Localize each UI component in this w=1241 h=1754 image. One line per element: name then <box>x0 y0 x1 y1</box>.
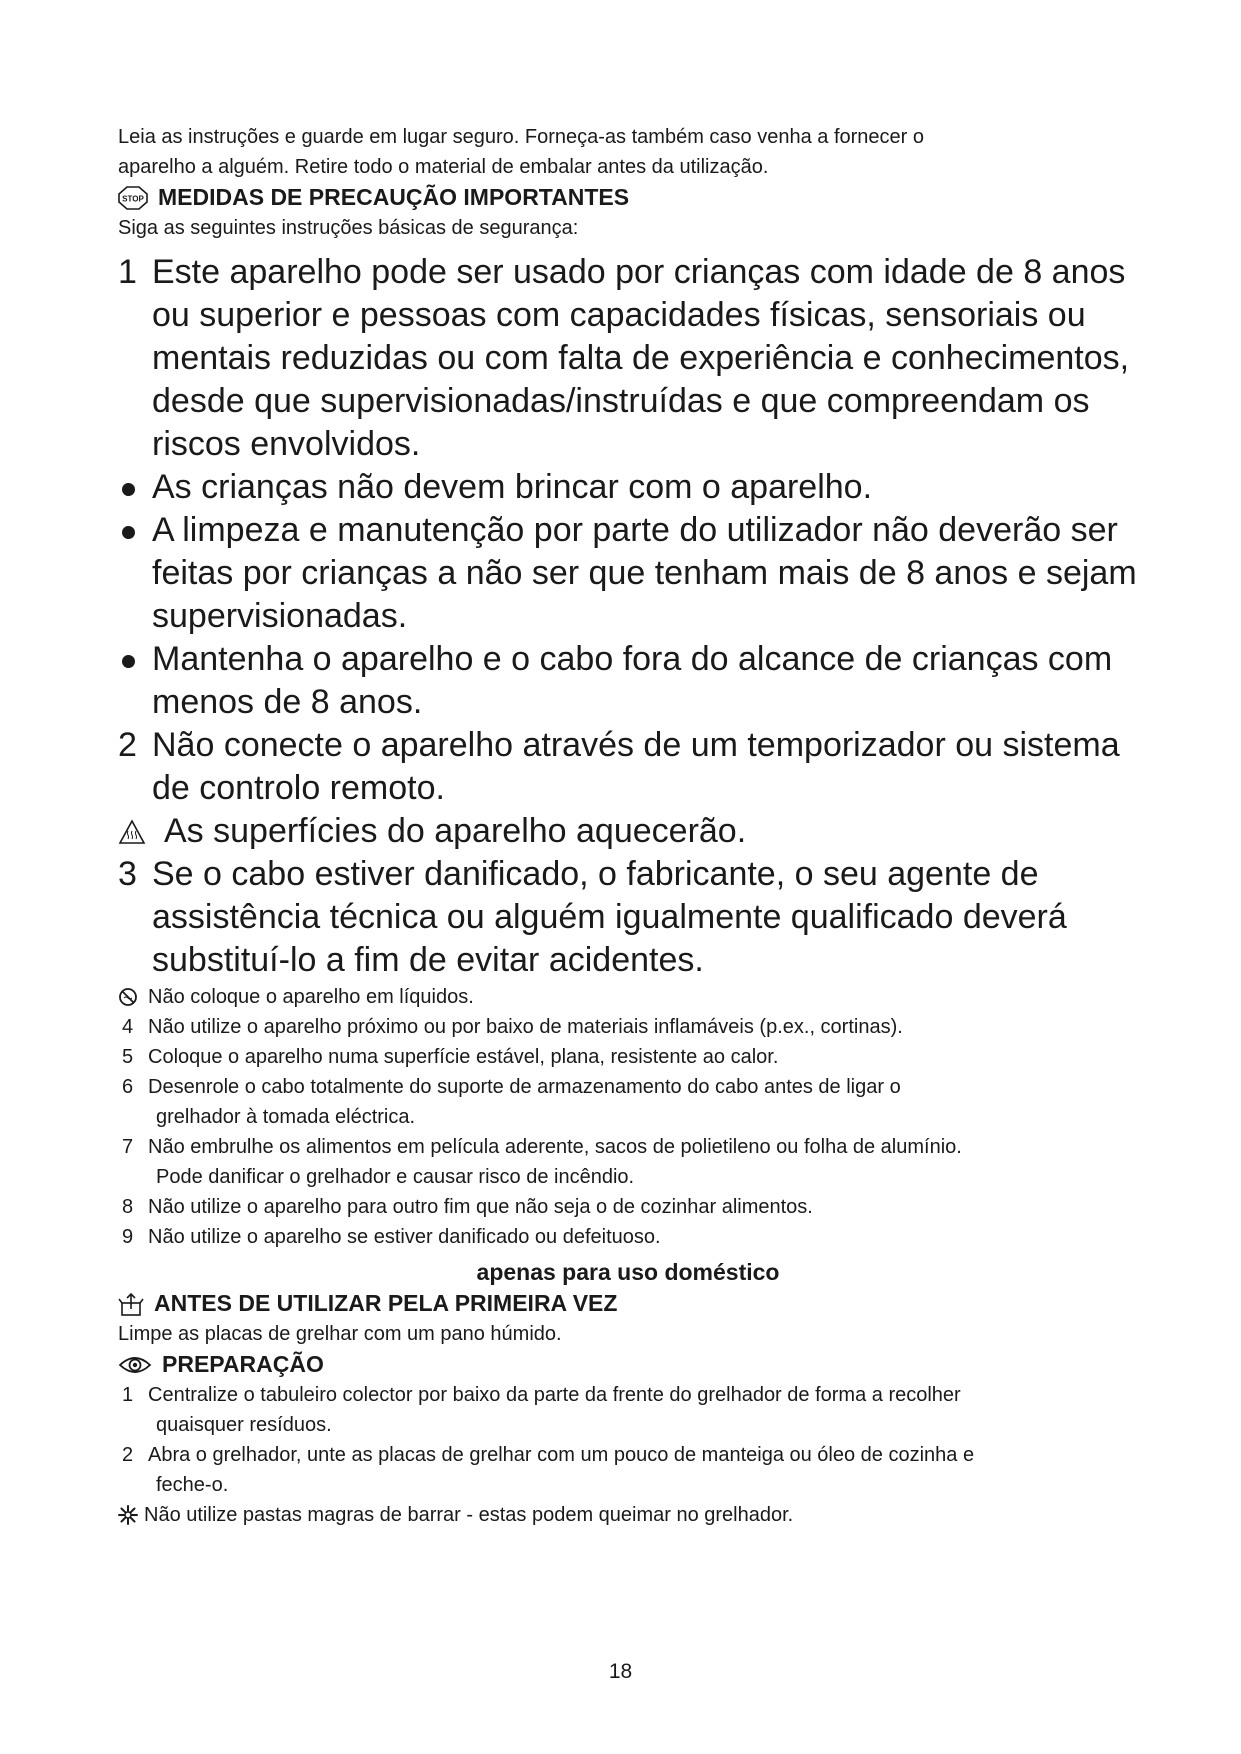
item-line: Coloque o aparelho numa superfície estável, plana, resistente ao calor. <box>148 1046 779 1068</box>
precautions-title: MEDIDAS DE PRECAUÇÃO IMPORTANTES <box>158 184 630 210</box>
item-number: 2 <box>122 1444 134 1466</box>
intro-line: aparelho a alguém. Retire todo o material de embalar antes da utilização. <box>118 156 769 178</box>
bullet-line: A limpeza e manutenção por parte do utilizador não deverão ser <box>152 511 1118 549</box>
no-immersion-warning <box>118 982 1138 1012</box>
precaution-item-2 <box>118 724 1138 810</box>
bullet-item <box>118 638 1138 724</box>
instruction-page <box>118 122 1138 1530</box>
bullet-icon <box>118 638 152 681</box>
intro-text <box>118 122 1138 182</box>
before-use-heading <box>118 1288 1138 1319</box>
list-item <box>118 1192 1138 1222</box>
item-line: Desenrole o cabo totalmente do suporte de armazenamento do cabo antes de ligar o <box>148 1076 901 1098</box>
domestic-use-note: apenas para uso doméstico <box>476 1259 780 1285</box>
item-number: 1 <box>122 1384 134 1406</box>
bullet-icon <box>118 466 152 509</box>
item-line: Não utilize o aparelho próximo ou por baixo de materiais inflamáveis (p.ex., cortinas). <box>148 1016 903 1038</box>
item-line: assistência técnica ou alguém igualmente qualificado deverá <box>152 898 1067 936</box>
item-line: Abra o grelhador, unte as placas de grelhar com um pouco de manteiga ou óleo de cozinha e <box>148 1444 975 1466</box>
stop-sign-icon <box>118 186 148 210</box>
item-line: quaisquer resíduos. <box>156 1414 332 1436</box>
hot-surface-text: As superfícies do aparelho aquecerão. <box>164 812 747 850</box>
bullet-line: Mantenha o aparelho e o cabo fora do alcance de crianças com <box>152 640 1113 678</box>
item-line: Pode danificar o grelhador e causar risco de incêndio. <box>156 1166 635 1188</box>
item-line: substituí-lo a fim de evitar acidentes. <box>152 941 704 979</box>
list-item <box>118 1222 1138 1252</box>
list-item <box>118 1132 1138 1192</box>
item-line: Se o cabo estiver danificado, o fabricante, o seu agente de <box>152 855 1039 893</box>
list-item <box>118 1440 1138 1500</box>
item-line: Este aparelho pode ser usado por crianças com idade de 8 anos <box>152 253 1126 291</box>
no-immersion-text: Não coloque o aparelho em líquidos. <box>148 986 474 1008</box>
item-line: grelhador à tomada eléctrica. <box>156 1106 416 1128</box>
preparation-heading <box>118 1349 1138 1380</box>
tip-text: Não utilize pastas magras de barrar - estas podem queimar no grelhador. <box>144 1504 794 1526</box>
before-use-text: Limpe as placas de grelhar com um pano húmido. <box>118 1323 562 1345</box>
list-item <box>118 1042 1138 1072</box>
precaution-item-3 <box>118 853 1138 982</box>
list-item <box>118 1012 1138 1042</box>
item-number: 8 <box>122 1196 134 1218</box>
item-line: mentais reduzidas ou com falta de experiência e conhecimentos, <box>152 339 1130 377</box>
item-line: feche-o. <box>156 1474 229 1496</box>
bullet-item <box>118 466 1138 509</box>
item-number: 9 <box>122 1226 134 1248</box>
stop-sign-label: STOP <box>122 194 144 203</box>
item-line: riscos envolvidos. <box>152 425 421 463</box>
no-immersion-icon <box>118 987 148 1007</box>
item-number: 6 <box>122 1076 134 1098</box>
preparation-list <box>118 1380 1138 1530</box>
bullet-item <box>118 509 1138 638</box>
item-number: 7 <box>122 1136 134 1158</box>
list-item <box>118 1380 1138 1440</box>
preparation-title: PREPARAÇÃO <box>162 1351 324 1377</box>
item-line: desde que supervisionadas/instruídas e que compreendam os <box>152 382 1090 420</box>
precaution-item-1 <box>118 251 1138 466</box>
bullet-line: supervisionadas. <box>152 597 408 635</box>
bullet-line: menos de 8 anos. <box>152 683 423 721</box>
item-line: Centralize o tabuleiro colector por baixo da parte da frente do grelhador de forma a recolher <box>148 1384 961 1406</box>
list-item <box>118 1072 1138 1132</box>
hot-surface-warning-icon <box>118 819 164 845</box>
item-line: Não embrulhe os alimentos em película aderente, sacos de polietileno ou folha de alumínio. <box>148 1136 962 1158</box>
precautions-subtitle: Siga as seguintes instruções básicas de segurança: <box>118 217 579 239</box>
sparkle-tip-icon <box>118 1505 144 1525</box>
item-line: de controlo remoto. <box>152 769 445 807</box>
item-number: 4 <box>122 1016 134 1038</box>
bullet-icon <box>118 509 152 552</box>
item-line: Não conecte o aparelho através de um temporizador ou sistema <box>152 726 1120 764</box>
item-line: Não utilize o aparelho se estiver danificado ou defeituoso. <box>148 1226 661 1248</box>
before-use-title: ANTES DE UTILIZAR PELA PRIMEIRA VEZ <box>154 1290 618 1316</box>
intro-line: Leia as instruções e guarde em lugar seguro. Forneça-as também caso venha a fornecer o <box>118 126 924 148</box>
hot-surface-warning <box>118 810 1138 853</box>
tip-item <box>118 1500 1138 1530</box>
unpack-box-icon <box>118 1291 144 1317</box>
page-number: 18 <box>608 1660 633 1683</box>
item-number: 1 <box>118 253 137 291</box>
bullet-line: As crianças não devem brincar com o aparelho. <box>152 468 873 506</box>
item-number: 5 <box>122 1046 134 1068</box>
item-line: Não utilize o aparelho para outro fim que não seja o de cozinhar alimentos. <box>148 1196 813 1218</box>
small-items-list <box>118 1012 1138 1252</box>
bullet-line: feitas por crianças a não ser que tenham mais de 8 anos e sejam <box>152 554 1137 592</box>
item-number: 2 <box>118 726 137 764</box>
item-number: 3 <box>118 855 137 893</box>
precautions-heading <box>118 182 1138 213</box>
item-line: ou superior e pessoas com capacidades físicas, sensoriais ou <box>152 296 1086 334</box>
eye-icon <box>118 1354 152 1376</box>
